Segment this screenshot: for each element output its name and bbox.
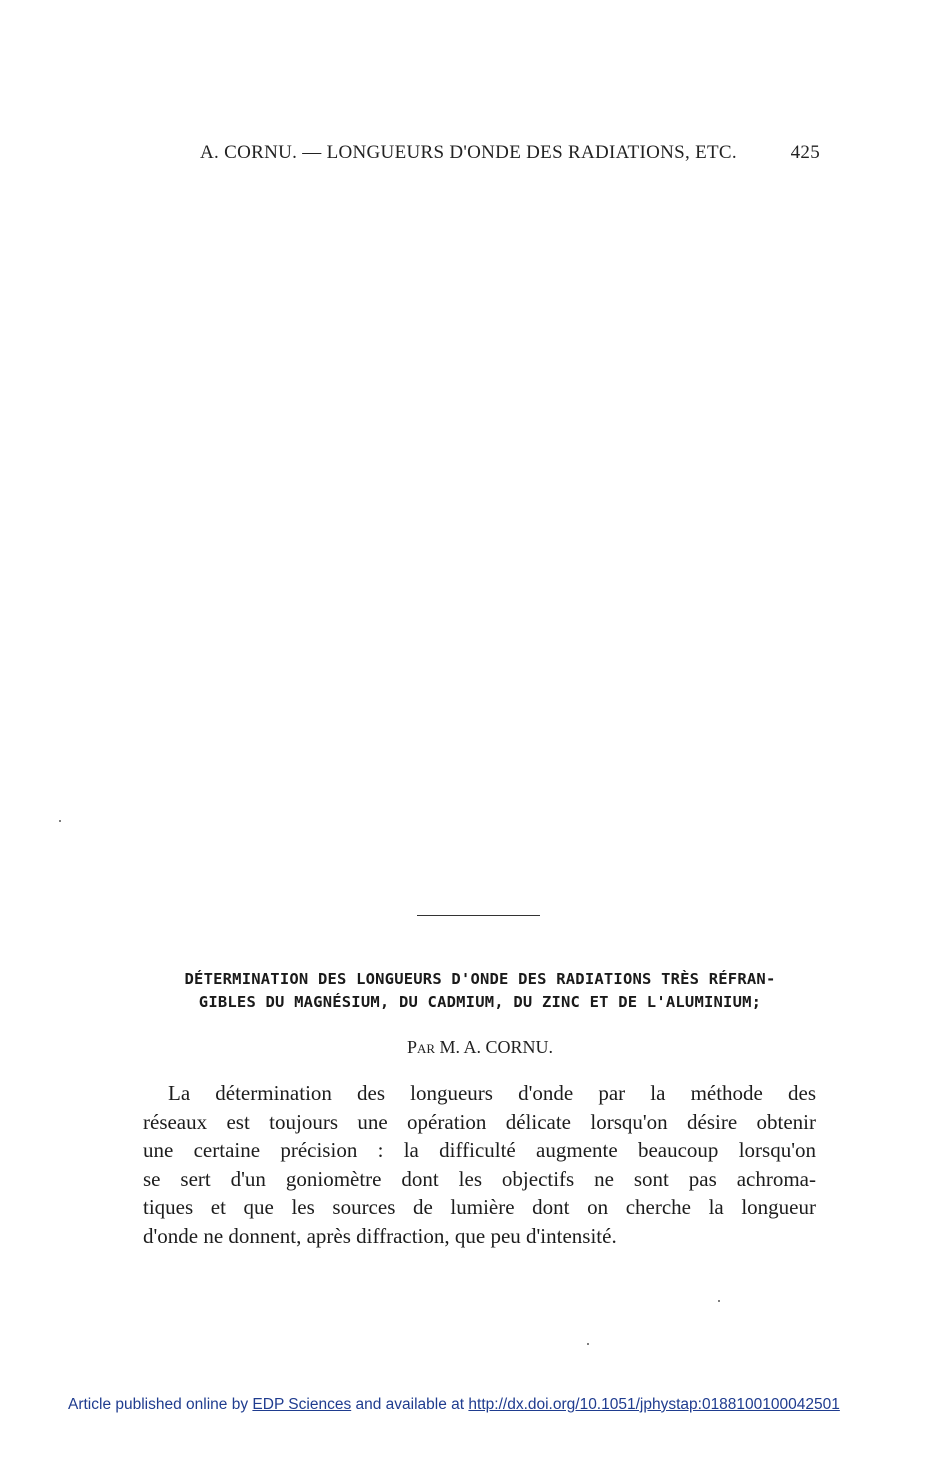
author-name: M. A. CORNU. — [439, 1037, 554, 1057]
publication-footer — [68, 1396, 888, 1414]
scan-speck — [718, 1300, 720, 1302]
body-line: une certaine précision : la difficulté augmente beaucoup lorsqu'on — [143, 1138, 816, 1162]
body-paragraph — [143, 1079, 816, 1250]
running-head-title: A. CORNU. — LONGUEURS D'ONDE DES RADIATIONS, ETC. — [200, 142, 737, 163]
scan-speck — [587, 1343, 589, 1345]
section-divider — [417, 915, 540, 916]
footer-middle: and available at — [355, 1396, 465, 1413]
doi-link[interactable]: http://dx.doi.org/10.1051/jphystap:0188100100042501 — [468, 1396, 840, 1413]
body-line: réseaux est toujours une opération délicate lorsqu'on désire obtenir — [143, 1109, 816, 1134]
footer-prefix: Article published online by — [68, 1396, 249, 1413]
author-prefix: Par — [406, 1037, 436, 1057]
body-line: tiques et que les sources de lumière dont on cherche la longueur — [143, 1195, 816, 1219]
page-number: 425 — [790, 142, 820, 163]
article-title-line-2: GIBLES DU MAGNÉSIUM, DU CADMIUM, DU ZINC ET DE L'ALUMINIUM; — [198, 993, 762, 1011]
body-line: se sert d'un goniomètre dont les objectifs ne sont pas achroma- — [143, 1166, 816, 1191]
article-author — [140, 1037, 820, 1058]
scan-speck — [59, 820, 61, 822]
body-line: d'onde ne donnent, après diffraction, que peu d'intensité. — [143, 1223, 617, 1248]
publisher-link[interactable]: EDP Sciences — [252, 1396, 352, 1413]
body-line: La détermination des longueurs d'onde par la méthode des — [168, 1081, 816, 1105]
article-title — [140, 968, 820, 1014]
article-title-line-1: DÉTERMINATION DES LONGUEURS D'ONDE DES RADIATIONS TRÈS RÉFRAN- — [184, 970, 776, 988]
